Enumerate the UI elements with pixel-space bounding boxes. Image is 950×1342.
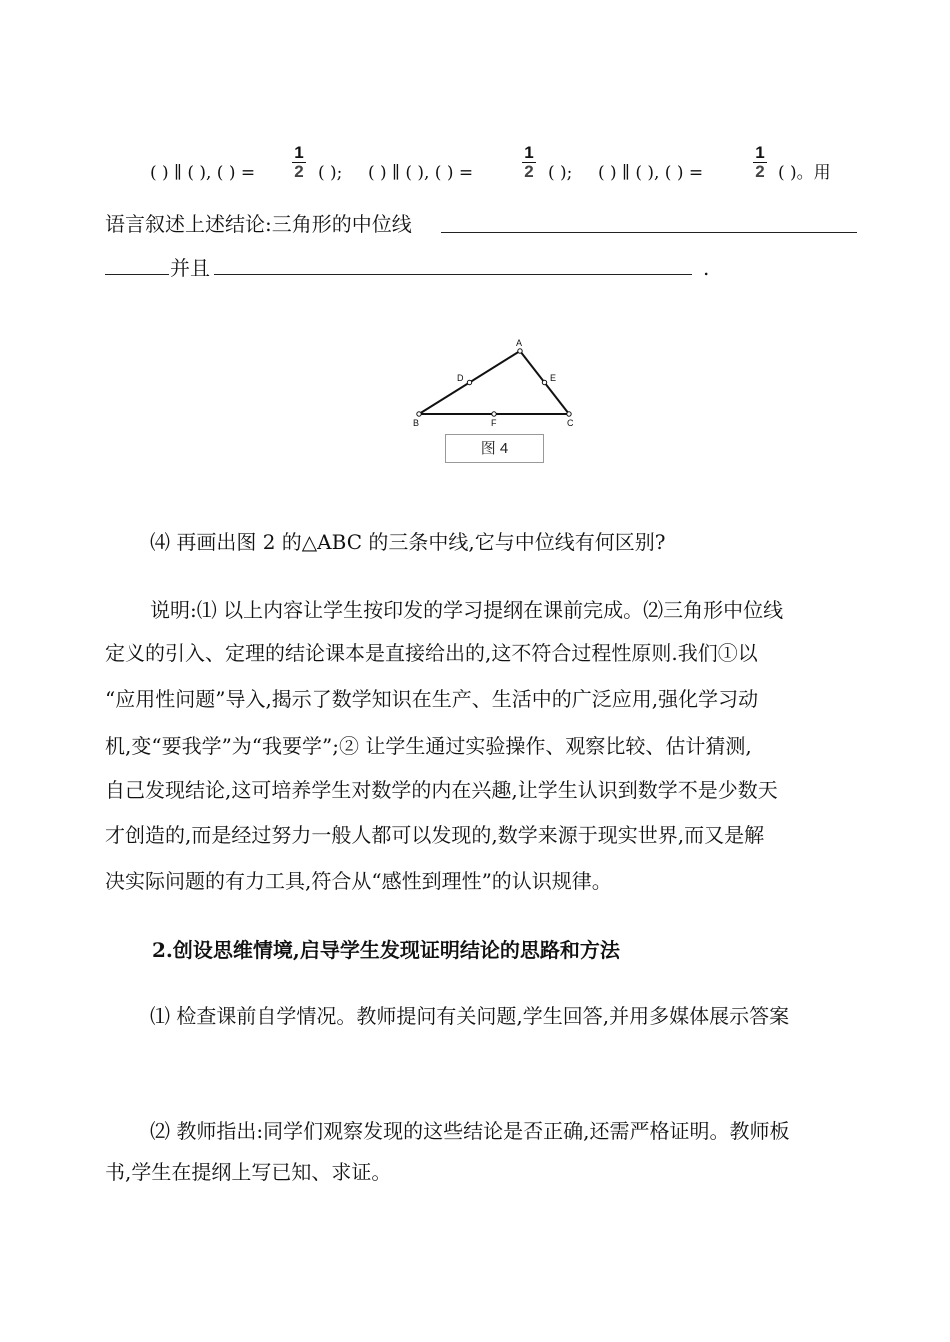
section-heading: 2.创设思维情境,启导学生发现证明结论的思路和方法 <box>152 938 620 962</box>
fraction-half-1 <box>292 145 306 180</box>
sentence-period: . <box>703 256 710 280</box>
label-d: D <box>457 373 464 383</box>
fraction-half-3 <box>753 145 767 180</box>
question-4: ⑷ 再画出图 2 的△ABC 的三条中线,它与中位线有何区别? <box>150 530 666 554</box>
label-a: A <box>516 338 523 348</box>
triangle-figure <box>410 335 585 430</box>
fraction-half-2 <box>522 145 536 180</box>
vertex-b-point <box>417 412 421 416</box>
midpoint-d-point <box>467 380 471 384</box>
fraction-denominator: 2 <box>524 162 534 181</box>
midpoint-f-point <box>492 412 496 416</box>
answer-blank-2[interactable] <box>214 274 692 275</box>
blank-after-fraction-3: ( )。用 <box>778 163 831 183</box>
answer-blank-1[interactable] <box>441 232 857 233</box>
explanation-line-6: 才创造的,而是经过努力一般人都可以发现的,数学来源于现实世界,而又是解 <box>105 823 765 847</box>
figure-caption: 图 4 <box>445 434 544 463</box>
explanation-line-1: 说明:⑴ 以上内容让学生按印发的学习提纲在课前完成。⑵三角形中位线 <box>150 598 784 622</box>
answer-blank-1-continued[interactable] <box>105 274 169 275</box>
fraction-denominator: 2 <box>755 162 765 181</box>
conclusion-prompt-line: 语言叙述上述结论:三角形的中位线 <box>105 212 412 236</box>
explanation-line-7: 决实际问题的有力工具,符合从“感性到理性”的认识规律。 <box>105 869 612 893</box>
label-e: E <box>550 373 557 383</box>
label-c: C <box>567 418 574 428</box>
item-2-line-1: ⑵ 教师指出:同学们观察发现的这些结论是否正确,还需严格证明。教师板 <box>150 1119 790 1143</box>
label-f: F <box>491 418 497 428</box>
blank-group-1: ( ) ∥ ( ), ( ) = <box>150 163 256 183</box>
blank-after-fraction-1: ( ); <box>318 163 343 183</box>
blank-group-2: ( ) ∥ ( ), ( ) = <box>368 163 474 183</box>
explanation-line-3: “应用性问题”导入,揭示了数学知识在生产、生活中的广泛应用,强化学习动 <box>105 687 759 711</box>
midpoint-e-point <box>542 380 546 384</box>
explanation-line-2: 定义的引入、定理的结论课本是直接给出的,这不符合过程性原则.我们①以 <box>105 641 758 665</box>
item-2-line-2: 书,学生在提纲上写已知、求证。 <box>105 1160 392 1184</box>
item-1: ⑴ 检查课前自学情况。教师提问有关问题,学生回答,并用多媒体展示答案 <box>150 1004 790 1028</box>
blank-group-3: ( ) ∥ ( ), ( ) = <box>598 163 704 183</box>
fraction-denominator: 2 <box>294 162 304 181</box>
vertex-a-point <box>518 349 522 353</box>
fraction-numerator: 1 <box>755 143 765 162</box>
fraction-numerator: 1 <box>294 143 304 162</box>
blank-after-fraction-2: ( ); <box>548 163 573 183</box>
conjunction-and: 并且 <box>170 256 210 280</box>
label-b: B <box>413 418 420 428</box>
explanation-line-4: 机,变“要我学”为“我要学”;② 让学生通过实验操作、观察比较、估计猜测, <box>105 734 752 758</box>
fraction-numerator: 1 <box>524 143 534 162</box>
explanation-line-5: 自己发现结论,这可培养学生对数学的内在兴趣,让学生认识到数学不是少数天 <box>105 778 778 802</box>
vertex-c-point <box>567 412 571 416</box>
